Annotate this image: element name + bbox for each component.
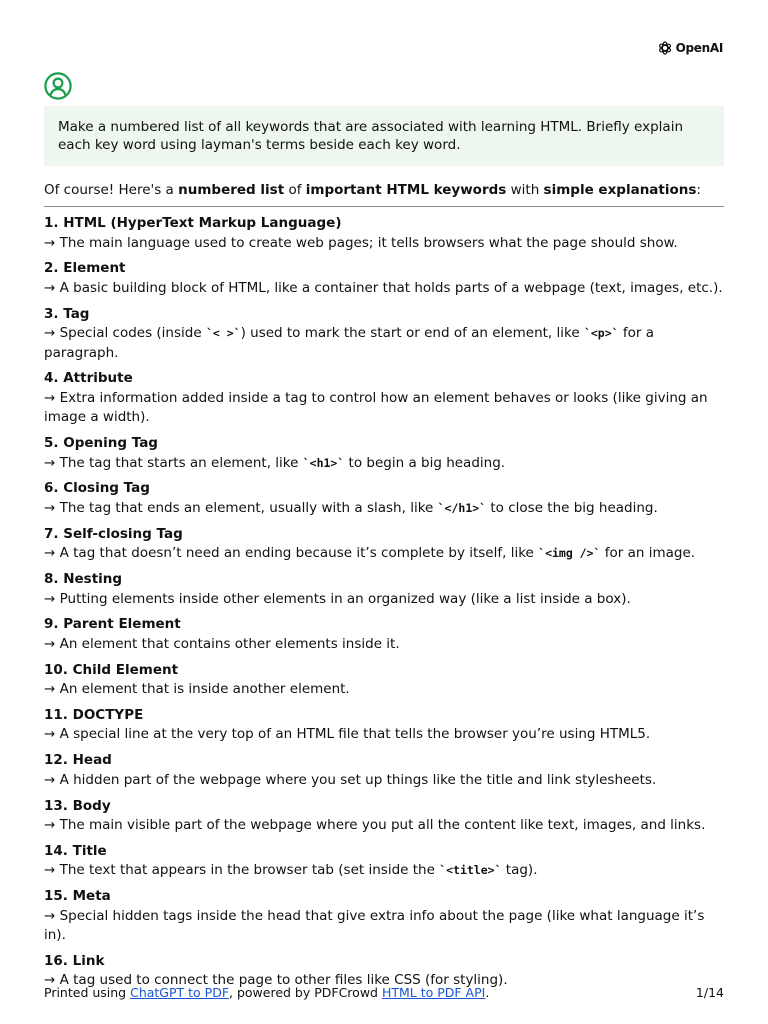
item-desc: → Extra information added inside a tag to control how an element behaves or looks (like giving an image a width). <box>44 389 708 426</box>
item-title: 8. Nesting <box>44 571 123 588</box>
item-title: 16. Link <box>44 952 105 969</box>
code-snippet: `</h1>` <box>437 500 487 515</box>
item-title: 1. HTML (HyperText Markup Language) <box>44 215 342 231</box>
item-title: 2. Element <box>44 260 126 277</box>
user-prompt: Make a numbered list of all keywords that are associated with learning HTML. Briefly explain each key word using layman's terms beside each key word. <box>44 106 724 166</box>
keyword-list <box>44 214 728 997</box>
list-item <box>44 887 728 946</box>
openai-logo-icon <box>657 40 673 56</box>
item-desc: → The main language used to create web pages; it tells browsers what the page should show. <box>44 234 678 251</box>
footer-credit: Printed using ChatGPT to PDF, powered by PDFCrowd HTML to PDF API. <box>44 985 490 1000</box>
list-item <box>44 525 728 564</box>
response-intro: Of course! Here's a numbered list of important HTML keywords with simple explanations: <box>44 182 701 198</box>
brand-name: OpenAI <box>675 41 723 55</box>
chatgpt-to-pdf-link[interactable]: ChatGPT to PDF <box>130 985 230 1000</box>
list-item <box>44 434 728 473</box>
item-desc: → An element that is inside another element. <box>44 681 350 698</box>
code-snippet: `< >` <box>205 326 241 341</box>
item-desc: → Special hidden tags inside the head that give extra info about the page (like what language it’s in). <box>44 907 705 944</box>
item-desc: → A basic building block of HTML, like a container that holds parts of a webpage (text, images, etc.). <box>44 279 723 296</box>
item-title: 7. Self-closing Tag <box>44 525 183 542</box>
item-title: 12. Head <box>44 752 112 769</box>
item-desc: → The main visible part of the webpage where you put all the content like text, images, and links. <box>44 817 706 834</box>
item-title: 10. Child Element <box>44 661 179 678</box>
item-desc: → An element that contains other elements inside it. <box>44 635 400 652</box>
item-title: 6. Closing Tag <box>44 480 150 497</box>
item-title: 15. Meta <box>44 888 111 905</box>
item-title: 13. Body <box>44 797 111 814</box>
code-snippet: `<img />` <box>538 546 601 561</box>
list-item <box>44 259 728 298</box>
page-number: 1/14 <box>695 985 724 1000</box>
item-title: 9. Parent Element <box>44 616 181 633</box>
html-to-pdf-api-link[interactable]: HTML to PDF API <box>381 985 486 1000</box>
list-item <box>44 369 728 428</box>
item-desc: → A tag used to connect the page to other files like CSS (for styling). <box>44 972 508 989</box>
divider <box>44 206 724 207</box>
item-desc: → A hidden part of the webpage where you set up things like the title and link stylesheets. <box>44 771 657 788</box>
item-title: 3. Tag <box>44 305 90 322</box>
code-snippet: `<p>` <box>583 326 619 341</box>
item-title: 4. Attribute <box>44 370 133 387</box>
list-item <box>44 479 728 518</box>
item-desc: → The text that appears in the browser tab (set inside the `<title>` tag). <box>44 862 538 879</box>
list-item <box>44 706 728 745</box>
list-item <box>44 305 728 364</box>
item-desc: → Special codes (inside `< >`) used to mark the start or end of an element, like `<p>` for a paragraph. <box>44 325 654 361</box>
user-avatar-icon <box>44 72 72 100</box>
item-desc: → Putting elements inside other elements in an organized way (like a list inside a box). <box>44 590 631 607</box>
list-item <box>44 214 728 253</box>
item-desc: → A special line at the very top of an HTML file that tells the browser you’re using HTML5. <box>44 726 651 743</box>
code-snippet: `<title>` <box>439 863 502 878</box>
item-title: 14. Title <box>44 842 107 859</box>
list-item <box>44 615 728 654</box>
code-snippet: `<h1>` <box>302 455 345 470</box>
list-item <box>44 570 728 609</box>
item-title: 11. DOCTYPE <box>44 706 144 723</box>
list-item <box>44 751 728 790</box>
brand-header <box>657 40 723 56</box>
list-item <box>44 661 728 700</box>
list-item <box>44 797 728 836</box>
item-desc: → A tag that doesn’t need an ending because it’s complete by itself, like `<img />` for an image. <box>44 545 696 562</box>
item-desc: → The tag that starts an element, like `<h1>` to begin a big heading. <box>44 454 506 471</box>
item-desc: → The tag that ends an element, usually with a slash, like `</h1>` to close the big heading. <box>44 499 658 516</box>
list-item <box>44 842 728 881</box>
item-title: 5. Opening Tag <box>44 435 158 452</box>
page-footer <box>44 985 724 1000</box>
